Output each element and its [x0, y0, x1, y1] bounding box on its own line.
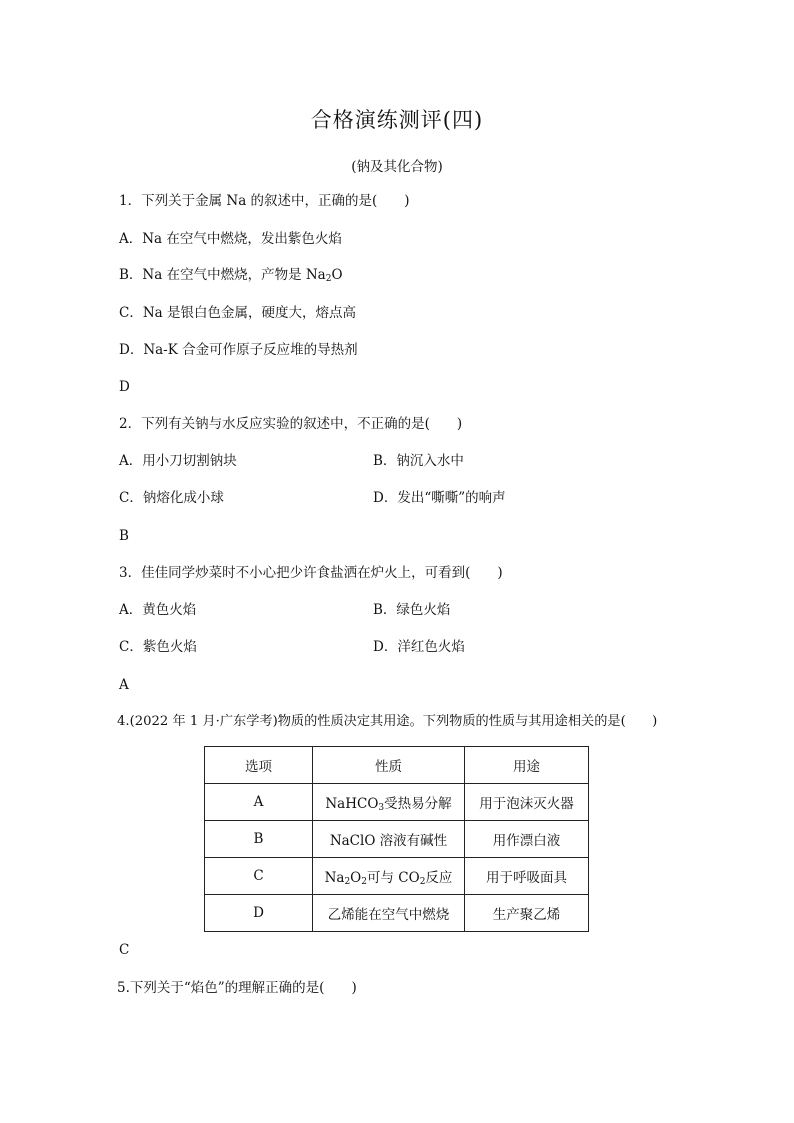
- question-2-option-d: D．发出“嘶嘶”的响声: [373, 490, 506, 506]
- question-1-option-c: C．Na 是银白色金属，硬度大，熔点高: [119, 305, 356, 321]
- property-text: O: [350, 870, 362, 886]
- question-2-option-b: B．钠沉入水中: [373, 453, 464, 469]
- table-header-row: [205, 747, 589, 784]
- question-1-answer: D: [119, 379, 130, 395]
- table-header-cell: 选项: [205, 747, 313, 784]
- table-cell-option: D: [205, 895, 313, 932]
- question-3-answer: A: [119, 677, 129, 693]
- property-text: NaHCO: [325, 796, 379, 812]
- question-3-option-b: B．绿色火焰: [373, 602, 451, 618]
- question-2-option-a: A．用小刀切割钠块: [119, 453, 237, 469]
- subscript: 2: [361, 877, 367, 887]
- question-1-option-a: A．Na 在空气中燃烧，发出紫色火焰: [119, 231, 342, 247]
- table-cell-property: [313, 784, 465, 821]
- table-header-cell: 用途: [465, 747, 589, 784]
- subscript: 3: [378, 803, 385, 813]
- question-5-stem: 5.下列关于“焰色”的理解正确的是( ): [117, 980, 357, 996]
- property-text: 可与 CO: [366, 870, 420, 886]
- question-3-option-c: C．紫色火焰: [119, 639, 197, 655]
- table-cell-use: 生产聚乙烯: [465, 895, 589, 932]
- table-cell-option: C: [205, 858, 313, 895]
- table-cell-property: NaClO 溶液有碱性: [313, 821, 465, 858]
- table-cell-use: 用作漂白液: [465, 821, 589, 858]
- question-1-option-b: [119, 266, 343, 284]
- table-row: [205, 858, 589, 895]
- question-1-stem: 1．下列关于金属 Na 的叙述中，正确的是( ): [119, 193, 410, 209]
- table-row: [205, 784, 589, 821]
- subscript: 2: [325, 274, 332, 284]
- table-cell-option: B: [205, 821, 313, 858]
- question-2-answer: B: [119, 528, 129, 544]
- question-1-option-b-suffix: O: [331, 267, 343, 283]
- table-cell-use: 用于泡沫灭火器: [465, 784, 589, 821]
- question-4-stem: 4.(2022 年 1 月·广东学考)物质的性质决定其用途。下列物质的性质与其用途相关的是( ): [117, 714, 658, 729]
- table-cell-property: 乙烯能在空气中燃烧: [313, 895, 465, 932]
- table-cell-use: 用于呼吸面具: [465, 858, 589, 895]
- table-cell-property: [313, 858, 465, 895]
- table-header-cell: 性质: [313, 747, 465, 784]
- page-subtitle: (钠及其化合物): [351, 159, 443, 175]
- question-1-option-d: D．Na-K 合金可作原子反应堆的导热剂: [119, 342, 358, 358]
- table-row: [205, 821, 589, 858]
- property-text: 反应: [425, 870, 453, 886]
- question-2-stem: 2．下列有关钠与水反应实验的叙述中，不正确的是( ): [119, 416, 463, 432]
- property-text: Na: [324, 870, 345, 886]
- question-4-answer: C: [119, 942, 130, 958]
- question-2-option-c: C．钠熔化成小球: [119, 490, 224, 506]
- question-3-stem: 3．佳佳同学炒菜时不小心把少许食盐洒在炉火上，可看到( ): [119, 565, 503, 581]
- question-1-option-b-text: B．Na 在空气中燃烧，产物是 Na: [119, 267, 326, 283]
- question-3-option-a: A．黄色火焰: [119, 602, 197, 618]
- question-3-option-d: D．洋红色火焰: [373, 639, 465, 655]
- subscript: 2: [419, 877, 426, 887]
- table-row: [205, 895, 589, 932]
- page-title: 合格演练测评(四): [310, 108, 484, 132]
- property-text: 受热易分解: [384, 796, 452, 812]
- table-cell-option: A: [205, 784, 313, 821]
- question-4-table: [204, 746, 589, 932]
- subscript: 2: [344, 877, 351, 887]
